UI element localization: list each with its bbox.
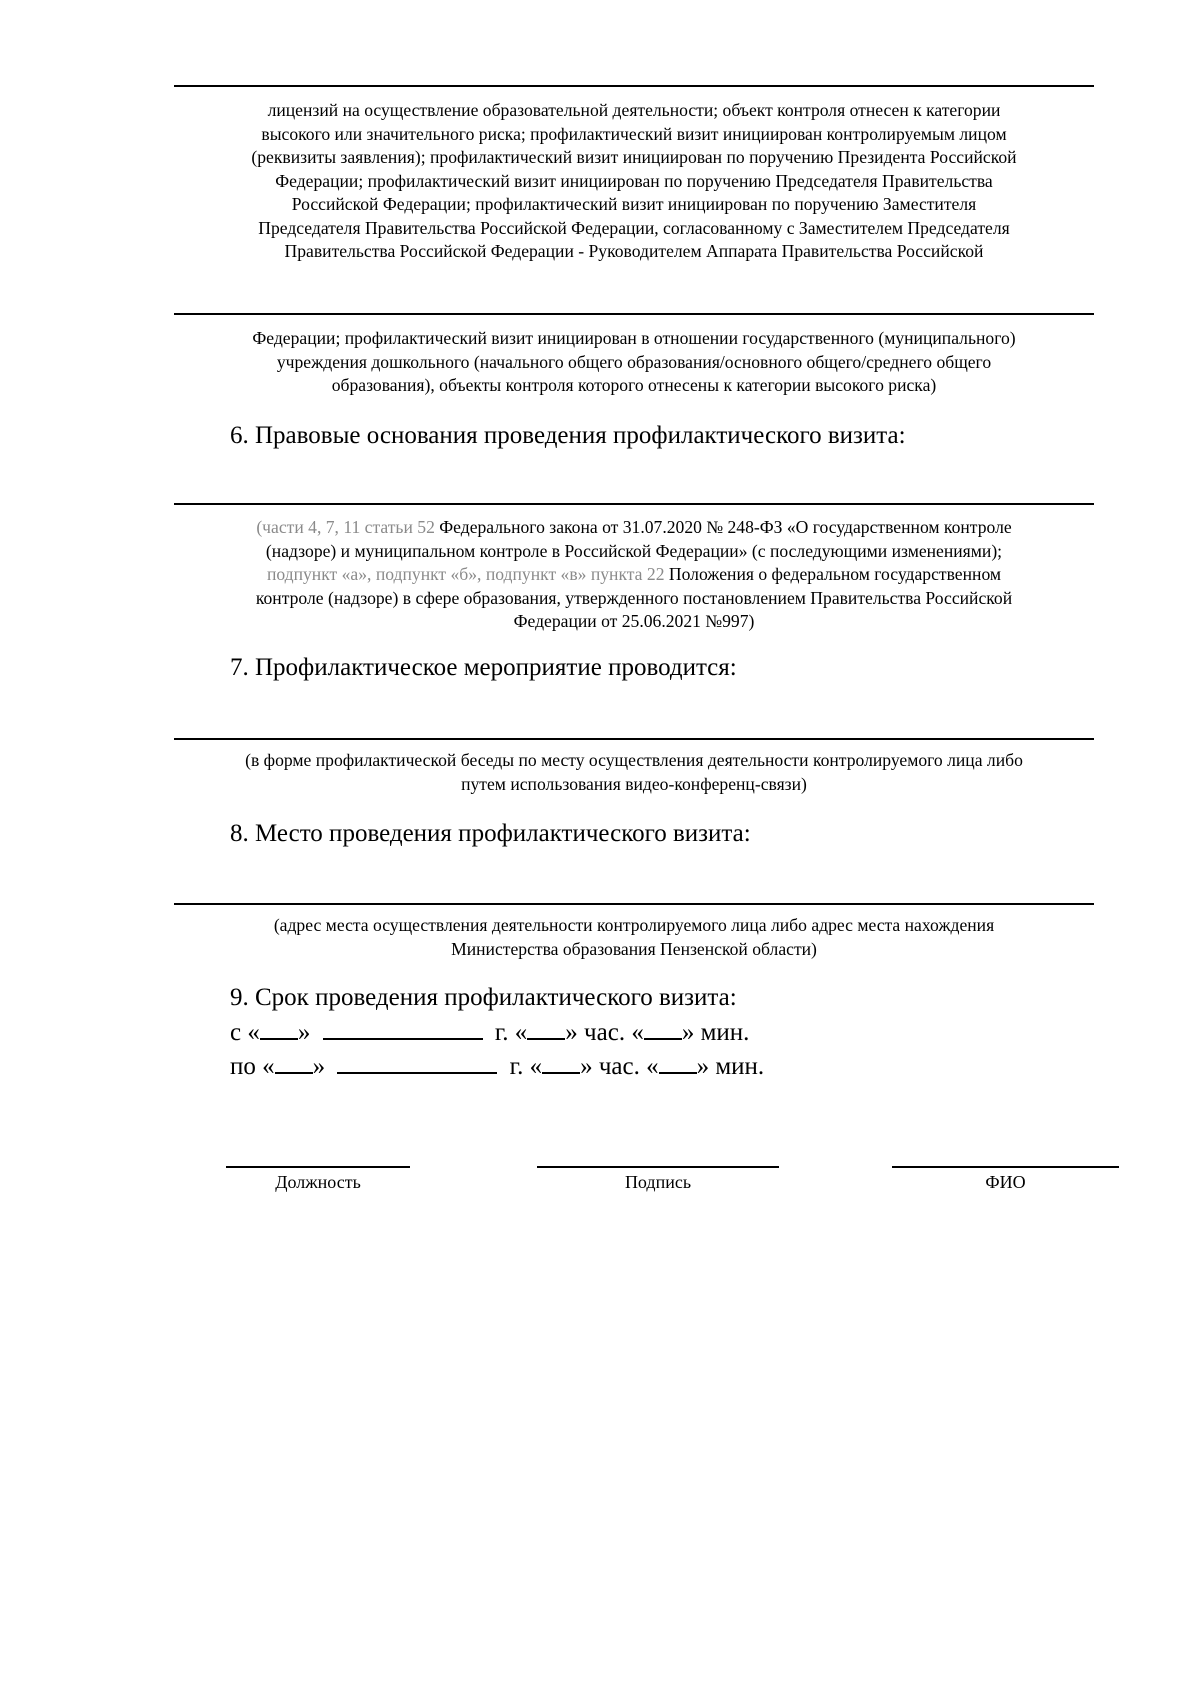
top-rule <box>174 85 1094 87</box>
section-6-heading: 6. Правовые основания проведения профилактического визита: <box>230 422 906 449</box>
text-line: путем использования видео-конференц-связи) <box>461 773 807 794</box>
text-fragment: Положения о федеральном государственном <box>664 564 1002 584</box>
to-hour-field[interactable] <box>542 1054 580 1074</box>
visit-initiation-text <box>174 327 1094 398</box>
signature-line[interactable] <box>537 1166 779 1168</box>
text-line: Федерации; профилактический визит инициирован по поручению Председателя Правительства <box>275 170 993 191</box>
text-line: высокого или значительного риска; профилактический визит инициирован контролируемым лицом <box>261 123 1007 144</box>
fill-line <box>174 313 1094 315</box>
faint-text: (части 4, 7, 11 статьи 52 <box>256 517 435 537</box>
text-line: Федерации; профилактический визит инициирован в отношении государственного (муниципального) <box>252 328 1016 348</box>
from-minute-suffix: » мин. <box>681 1019 750 1046</box>
section-9-heading: 9. Срок проведения профилактического визита: <box>230 984 737 1011</box>
location-fill-line <box>174 903 1094 905</box>
to-year-suffix: г. « <box>509 1053 543 1080</box>
event-form-fill-line <box>174 738 1094 740</box>
from-month-field[interactable] <box>323 1020 483 1040</box>
full-name-label: ФИО <box>985 1172 1026 1192</box>
legal-basis-fill-line <box>174 503 1094 505</box>
text-line: Правительства Российской Федерации - Руководителем Аппарата Правительства Российской <box>284 241 984 261</box>
from-close-quote: » <box>297 1019 311 1046</box>
to-minute-suffix: » мин. <box>696 1053 765 1080</box>
text-line <box>174 563 1094 587</box>
event-form-note <box>174 749 1094 796</box>
term-from-row <box>230 1017 749 1049</box>
from-prefix: с « <box>230 1019 260 1046</box>
section-8-heading: 8. Место проведения профилактического визита: <box>230 820 751 847</box>
from-minute-field[interactable] <box>644 1020 682 1040</box>
text-line: образования), объекты контроля которого отнесены к категории высокого риска) <box>331 375 937 395</box>
text-line: (в форме профилактической беседы по месту осуществления деятельности контролируемого лица либо <box>245 750 1023 770</box>
text-line: Российской Федерации; профилактический визит инициирован по поручению Заместителя <box>291 194 977 214</box>
text-line: (реквизиты заявления); профилактический визит инициирован по поручению Президента Российской <box>251 147 1017 167</box>
to-hour-suffix: » час. « <box>580 1053 659 1080</box>
term-to-row <box>230 1051 764 1083</box>
text-line: контроле (надзоре) в сфере образования, утвержденного постановлением Правительства Российской <box>255 587 1013 608</box>
text-line: (адрес места осуществления деятельности контролируемого лица либо адрес места нахождения <box>273 915 995 935</box>
text-fragment: Федерального закона от 31.07.2020 № 248-ФЗ «О государственном контроле <box>434 517 1012 537</box>
to-prefix: по « <box>230 1053 275 1080</box>
to-close-quote: » <box>312 1053 326 1080</box>
to-month-field[interactable] <box>337 1054 497 1074</box>
faint-text: подпункт «а», подпункт «б», подпункт «в» пункта 22 <box>266 564 665 584</box>
text-line: Председателя Правительства Российской Федерации, согласованному с Заместителем Председателя <box>258 217 1010 238</box>
from-hour-field[interactable] <box>527 1020 565 1040</box>
text-line <box>174 516 1094 540</box>
from-year-suffix: г. « <box>494 1019 528 1046</box>
text-line: Федерации от 25.06.2021 №997) <box>513 611 755 631</box>
to-minute-field[interactable] <box>659 1054 697 1074</box>
full-name-line[interactable] <box>892 1166 1119 1168</box>
position-label: Должность <box>275 1172 361 1192</box>
text-line: (надзоре) и муниципальном контроле в Российской Федерации» (с последующими изменениями); <box>265 540 1003 561</box>
text-line: учреждения дошкольного (начального общего образования/основного общего/среднего общего <box>276 351 992 372</box>
to-day-field[interactable] <box>275 1054 313 1074</box>
from-day-field[interactable] <box>260 1020 298 1040</box>
text-line: лицензий на осуществление образовательной деятельности; объект контроля отнесен к категории <box>267 100 1001 120</box>
legal-basis-note <box>174 516 1094 634</box>
signature-label: Подпись <box>624 1172 692 1192</box>
section-7-heading: 7. Профилактическое мероприятие проводится: <box>230 654 737 681</box>
location-note <box>174 914 1094 961</box>
from-hour-suffix: » час. « <box>565 1019 644 1046</box>
license-basis-text <box>174 99 1094 264</box>
text-line: Министерства образования Пензенской области) <box>451 938 817 959</box>
position-signature-line[interactable] <box>226 1166 410 1168</box>
